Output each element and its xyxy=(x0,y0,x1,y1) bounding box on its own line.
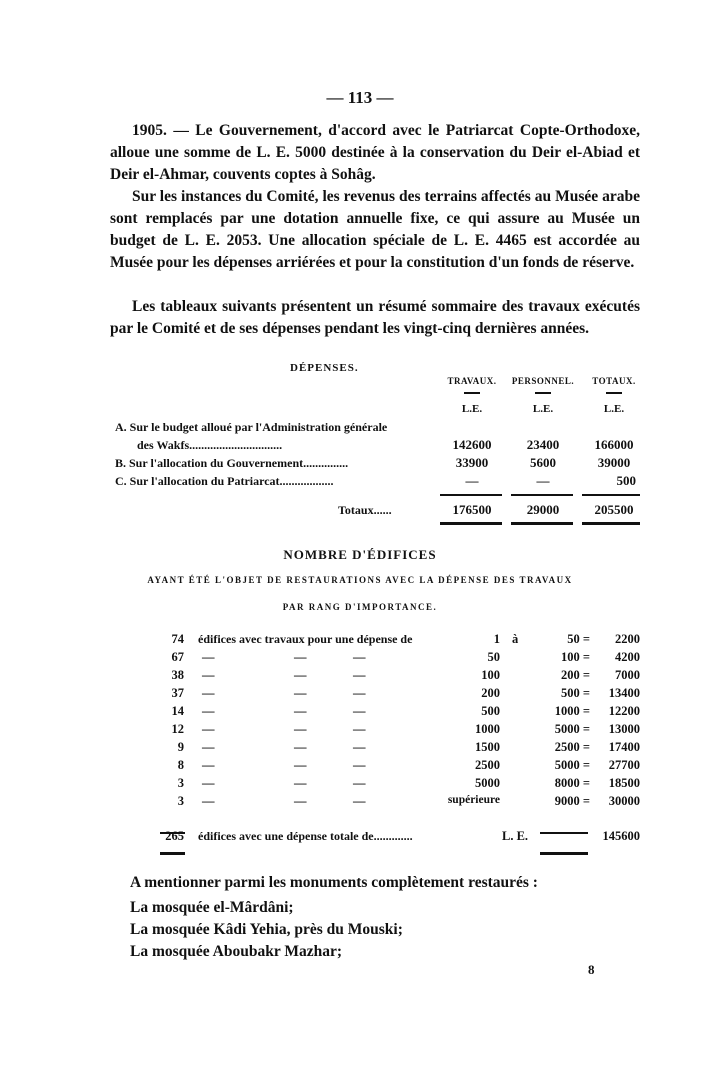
depenses-title: DÉPENSES. xyxy=(290,362,359,374)
ditto-mark: — xyxy=(202,776,215,790)
expense-value: 27700 xyxy=(608,758,640,772)
monument-item: La mosquée Kâdi Yehia, près du Mouski; xyxy=(130,921,403,938)
column-header-personnel: PERSONNEL. xyxy=(511,376,575,386)
paragraph-tables-intro: Les tableaux suivants présentent un résumé sommaire des travaux exécutés par le Comité et de ses dépenses pendant les vingt-cinq dernières années. xyxy=(110,298,640,337)
expense-value: 4200 xyxy=(615,650,640,664)
range-to: 5000 = xyxy=(554,722,590,736)
edifices-title: NOMBRE D'ÉDIFICES xyxy=(283,547,437,562)
ditto-mark: — xyxy=(353,722,366,736)
table-row xyxy=(150,758,640,778)
range-from: 1000 xyxy=(475,722,500,736)
closing-intro: A mentionner parmi les monuments complètement restaurés : xyxy=(130,874,538,891)
range-from: 1 xyxy=(493,632,500,646)
range-from: 200 xyxy=(481,686,500,700)
column-header-travaux: TRAVAUX. xyxy=(447,376,497,386)
count: 14 xyxy=(171,704,184,718)
row-a-travaux: 142600 xyxy=(452,437,492,452)
ditto-mark: — xyxy=(202,722,215,736)
row-c-label: C. Sur l'allocation du Patriarcat.................. xyxy=(115,474,334,488)
range-from: 100 xyxy=(481,668,500,682)
total-label: édifices avec une dépense totale de............. xyxy=(198,829,413,843)
count: 12 xyxy=(171,722,184,736)
totals-personnel: 29000 xyxy=(526,502,560,517)
total-value: 145600 xyxy=(602,829,640,843)
range-from: 1500 xyxy=(475,740,500,754)
range-from: 500 xyxy=(481,704,500,718)
range-to: 500 = xyxy=(561,686,590,700)
table-row xyxy=(150,632,640,652)
count: 3 xyxy=(177,776,184,790)
total-row xyxy=(150,829,640,849)
ditto-mark: — xyxy=(294,704,307,718)
row-a-label-cont: des Wakfs............................... xyxy=(137,438,283,452)
table-rule xyxy=(511,522,573,525)
column-dash xyxy=(464,392,480,394)
count: 67 xyxy=(171,650,184,664)
row-c-totaux: 500 xyxy=(616,473,636,488)
expense-value: 17400 xyxy=(608,740,640,754)
ditto-mark: — xyxy=(294,794,307,808)
row-label: édifices avec travaux pour une dépense de xyxy=(198,632,413,646)
range-to: 9000 = xyxy=(554,794,590,808)
table-row xyxy=(150,704,640,724)
table-rule xyxy=(160,852,185,855)
row-c-travaux: — xyxy=(465,473,479,488)
range-to: 8000 = xyxy=(554,776,590,790)
ditto-mark: — xyxy=(353,758,366,772)
table-rule xyxy=(540,852,588,855)
range-from: 2500 xyxy=(475,758,500,772)
ditto-mark: — xyxy=(353,650,366,664)
ditto-mark: — xyxy=(353,794,366,808)
ditto-mark: — xyxy=(294,650,307,664)
count: 74 xyxy=(171,632,184,646)
expense-value: 13400 xyxy=(608,686,640,700)
count: 8 xyxy=(177,758,184,772)
expense-value: 12200 xyxy=(608,704,640,718)
total-count: 265 xyxy=(165,829,184,843)
ditto-mark: — xyxy=(353,776,366,790)
table-row xyxy=(150,650,640,670)
monument-item: La mosquée Aboubakr Mazhar; xyxy=(130,943,342,960)
range-from: supérieure xyxy=(447,794,500,806)
monument-item: La mosquée el-Mârdâni; xyxy=(130,899,294,916)
range-from: 5000 xyxy=(475,776,500,790)
expense-value: 30000 xyxy=(608,794,640,808)
column-unit: L.E. xyxy=(603,403,625,415)
page-number: — 113 — xyxy=(326,88,394,107)
edifices-subtitle-2: PAR RANG D'IMPORTANCE. xyxy=(282,602,438,612)
paragraph-museum-budget: Sur les instances du Comité, les revenus des terrains affectés au Musée arabe sont remplacés par une dotation annuelle fixe, ce qui assure au Musée un budget de L. E. 2053. Une allocation spéciale de L. E. 4465 est accordée au Musée pour les dépenses arriérées et pour la constitution d'un fonds de réserve. xyxy=(110,188,640,271)
expense-value: 2200 xyxy=(615,632,640,646)
range-to: 2500 = xyxy=(554,740,590,754)
row-a-personnel: 23400 xyxy=(526,437,560,452)
total-currency: L. E. xyxy=(502,829,529,843)
table-row xyxy=(150,722,640,742)
count: 9 xyxy=(177,740,184,754)
range-to: 50 = xyxy=(567,632,590,646)
range-to: 1000 = xyxy=(554,704,590,718)
ditto-mark: — xyxy=(202,668,215,682)
ditto-mark: — xyxy=(202,704,215,718)
ditto-mark: — xyxy=(294,722,307,736)
table-row xyxy=(150,794,640,814)
row-b-personnel: 5600 xyxy=(530,455,556,470)
column-unit: L.E. xyxy=(532,403,554,415)
column-dash xyxy=(535,392,551,394)
column-unit: L.E. xyxy=(461,403,483,415)
edifices-subtitle: AYANT ÉTÉ L'OBJET DE RESTAURATIONS AVEC LA DÉPENSE DES TRAVAUX xyxy=(147,575,573,585)
table-rule xyxy=(440,494,502,496)
ditto-mark: — xyxy=(294,740,307,754)
ditto-mark: — xyxy=(353,686,366,700)
table-rule xyxy=(511,494,573,496)
ditto-mark: — xyxy=(353,740,366,754)
row-b-travaux: 33900 xyxy=(455,455,489,470)
range-to: 5000 = xyxy=(554,758,590,772)
ditto-mark: — xyxy=(202,740,215,754)
count: 37 xyxy=(171,686,184,700)
expense-value: 7000 xyxy=(615,668,640,682)
column-header-totaux: TOTAUX. xyxy=(592,376,636,386)
range-to: 200 = xyxy=(561,668,590,682)
expense-value: 13000 xyxy=(608,722,640,736)
ditto-mark: — xyxy=(353,704,366,718)
ditto-mark: — xyxy=(294,686,307,700)
table-rule xyxy=(582,494,640,496)
signature-mark: 8 xyxy=(588,962,595,977)
row-b-totaux: 39000 xyxy=(597,455,631,470)
table-row xyxy=(150,686,640,706)
table-row xyxy=(150,740,640,760)
row-c-personnel: — xyxy=(536,473,550,488)
ditto-mark: — xyxy=(353,668,366,682)
count: 3 xyxy=(177,794,184,808)
table-row xyxy=(150,776,640,796)
row-b-label: B. Sur l'allocation du Gouvernement............... xyxy=(115,456,349,470)
column-dash xyxy=(606,392,622,394)
range-to: 100 = xyxy=(561,650,590,664)
count: 38 xyxy=(171,668,184,682)
ditto-mark: — xyxy=(294,776,307,790)
row-a-totaux: 166000 xyxy=(594,437,634,452)
table-rule xyxy=(582,522,640,525)
table-row xyxy=(150,668,640,688)
ditto-mark: — xyxy=(294,668,307,682)
ditto-mark: — xyxy=(202,758,215,772)
expense-value: 18500 xyxy=(608,776,640,790)
ditto-mark: — xyxy=(294,758,307,772)
ditto-mark: — xyxy=(202,686,215,700)
totals-label: Totaux...... xyxy=(338,503,392,517)
paragraph-1905: 1905. — Le Gouvernement, d'accord avec le Patriarcat Copte-Orthodoxe, alloue une somme de L. E. 5000 destinée à la conservation du Deir el-Abiad et Deir el-Ahmar, couvents coptes à Sohâg. xyxy=(110,122,640,183)
row-a-label: A. Sur le budget alloué par l'Administration générale xyxy=(115,420,388,434)
range-a: à xyxy=(512,632,519,646)
range-from: 50 xyxy=(487,650,500,664)
table-rule xyxy=(440,522,502,525)
ditto-mark: — xyxy=(202,650,215,664)
totals-travaux: 176500 xyxy=(452,502,492,517)
ditto-mark: — xyxy=(202,794,215,808)
totals-totaux: 205500 xyxy=(594,502,634,517)
